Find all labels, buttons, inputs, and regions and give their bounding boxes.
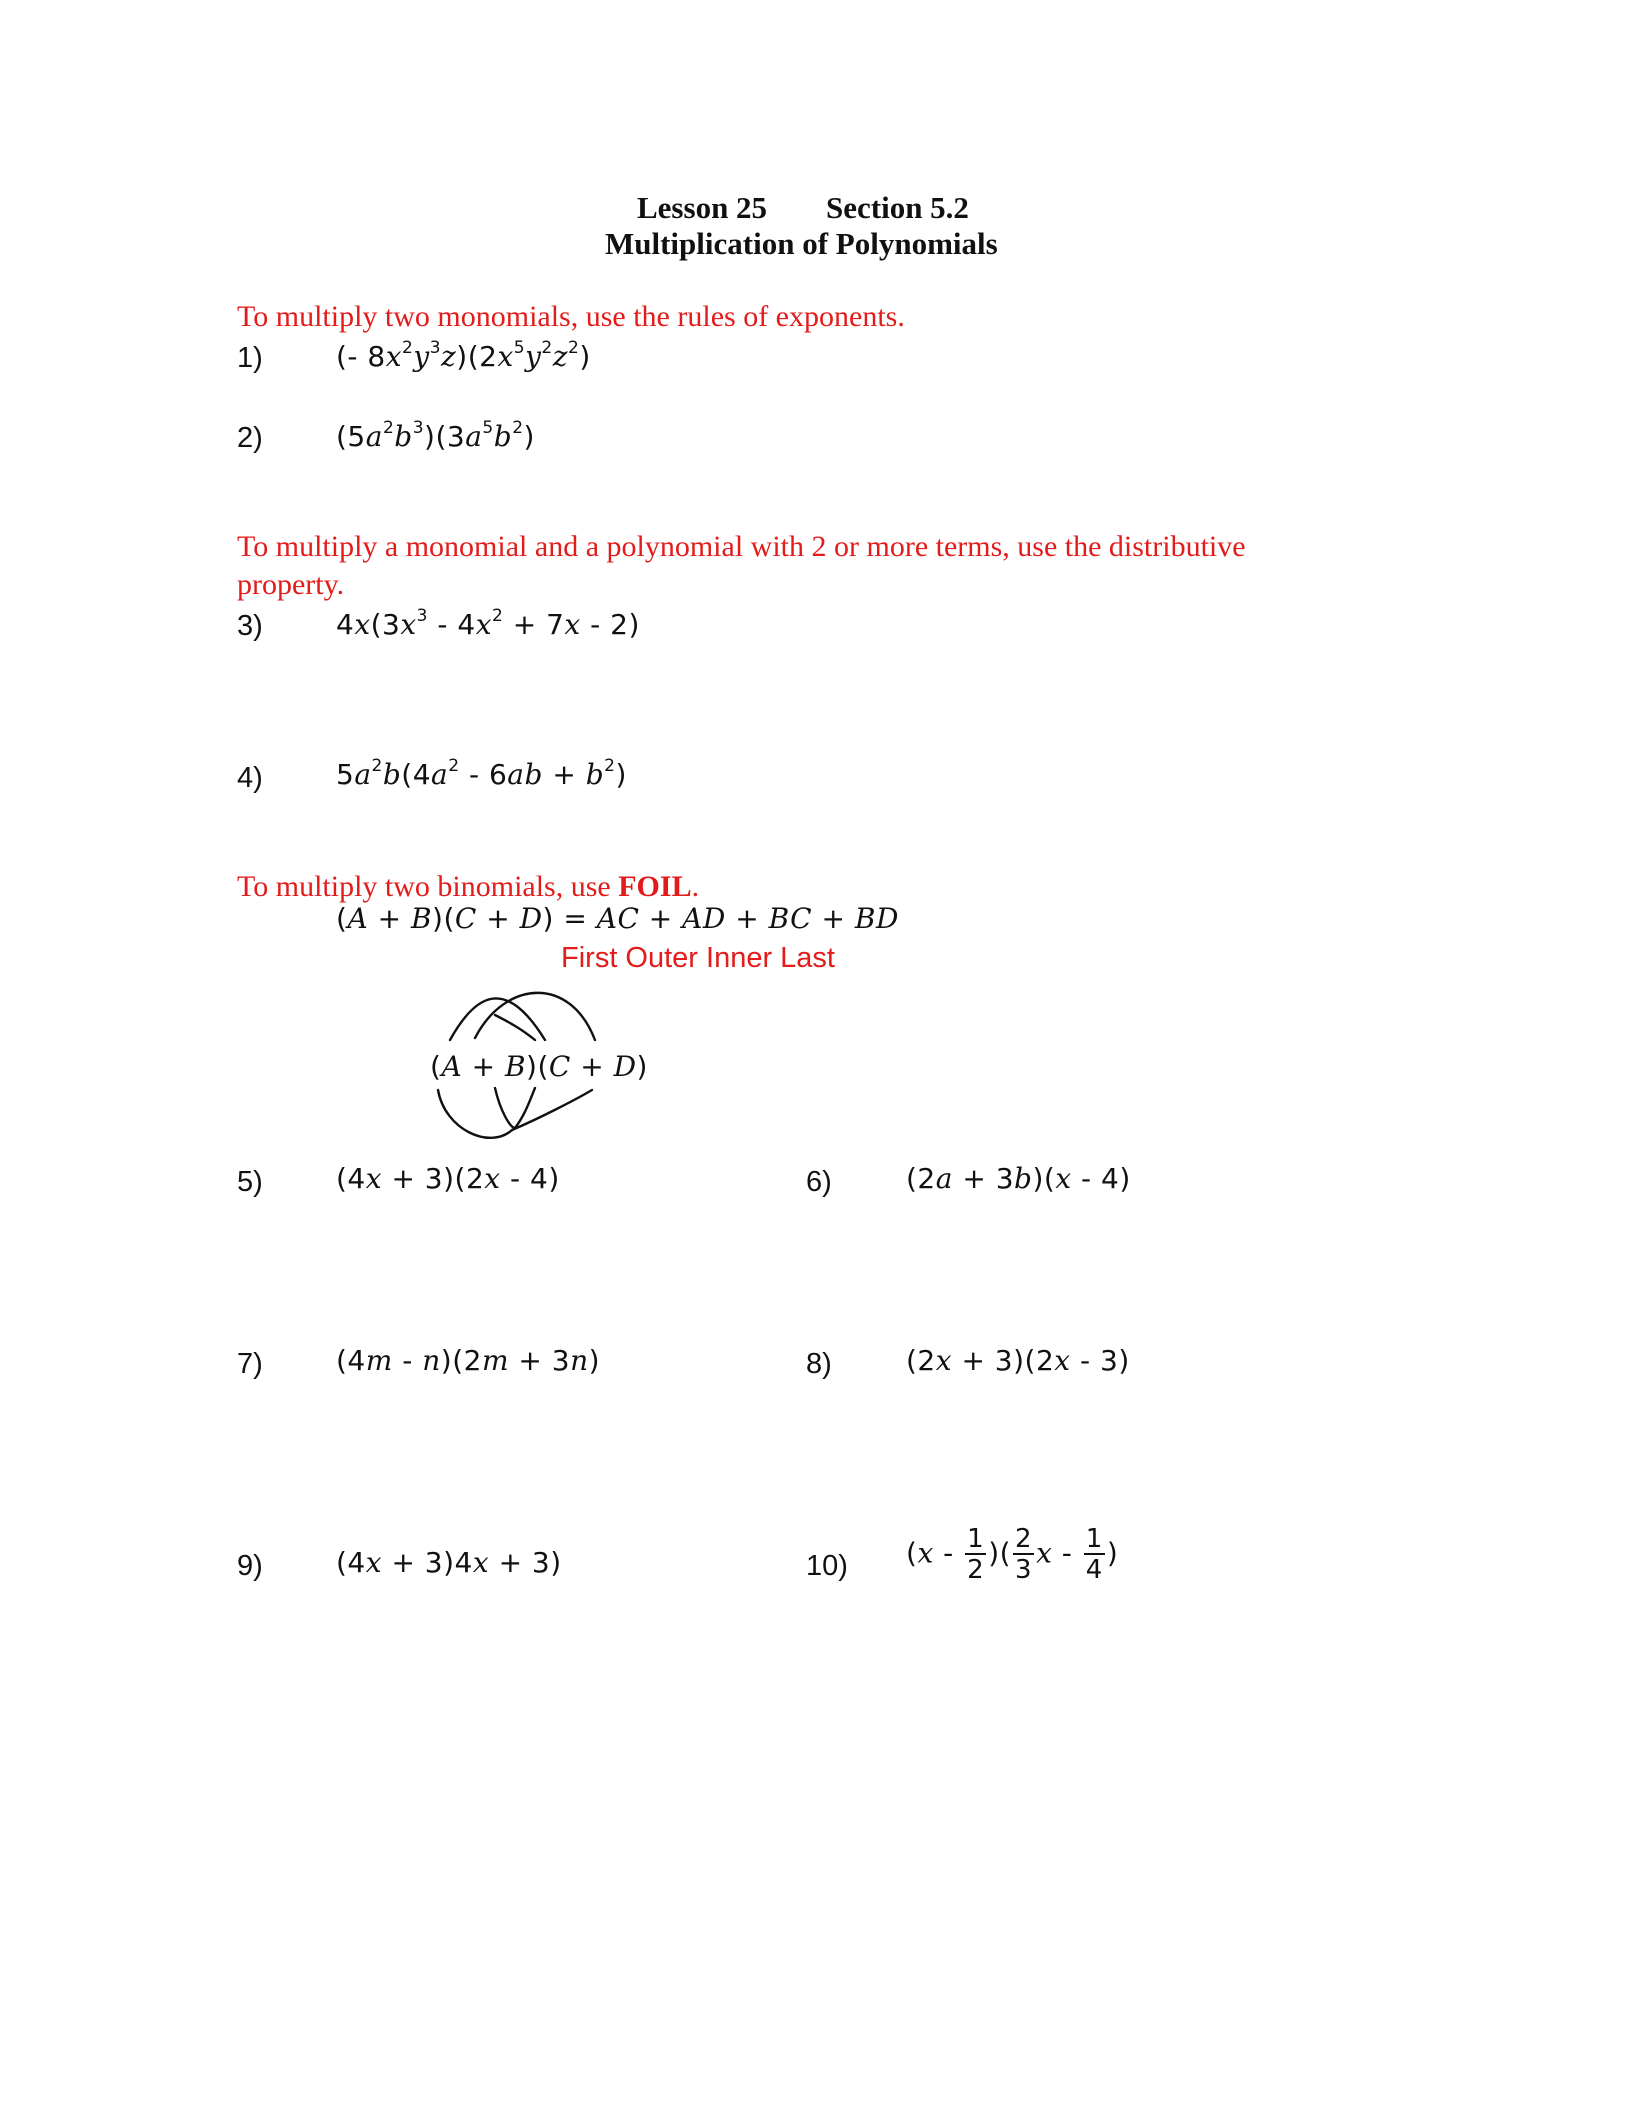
problem-4-expression: $5a^2b(4a^2 - 6ab + b^2)$: [336, 756, 627, 791]
problem-9-expression: (4x + 3)4x + 3): [336, 1546, 562, 1579]
problem-number-8: 8): [806, 1348, 832, 1380]
page-title: Multiplication of Polynomials: [605, 226, 998, 261]
problem-number-7: 7): [237, 1348, 263, 1380]
problem-number-5: 5): [237, 1166, 263, 1198]
fraction-one-fourth: $\frac{1}{4}$: [1085, 1524, 1103, 1585]
problem-number-9: 9): [237, 1550, 263, 1582]
inner-lower-arc-left: [495, 1088, 515, 1128]
problem-10-expression: (x - $\frac{1}{2}$ )( $\frac{2}{3}$ x - $\frac{1}{4}$ ): [906, 1524, 1119, 1585]
distributive-rule-line-1: To multiply a monomial and a polynomial with 2 or more terms, use the distributive: [237, 530, 1246, 563]
foil-diagram-expression: (A + B)(C + D): [430, 1050, 648, 1083]
outer-arc: [475, 993, 595, 1040]
monomials-rule: To multiply two monomials, use the rules of exponents.: [237, 300, 905, 333]
problem-1-expression: (- $8x^2y^3z)(2x^5y^2z^2)$: [336, 338, 591, 373]
foil-labels: First Outer Inner Last: [561, 942, 835, 974]
outer-lower-arc: [438, 1090, 512, 1138]
fraction-two-thirds: $\frac{2}{3}$: [1015, 1524, 1033, 1585]
fraction-one-half: $\frac{1}{2}$: [967, 1524, 985, 1585]
problem-number-4: 4): [237, 762, 263, 794]
problem-7-expression: (4m - n)(2m + 3n): [336, 1344, 601, 1377]
problem-number-1: 1): [237, 342, 263, 374]
section-label: Section 5.2: [826, 190, 969, 225]
foil-rule: To multiply two binomials, use FOIL.: [237, 870, 700, 903]
problem-8-expression: (2x + 3)(2x - 3): [906, 1344, 1130, 1377]
foil-formula: (A + B)(C + D) = AC + AD + BC + BD: [336, 902, 899, 935]
lesson-label: Lesson 25: [637, 190, 768, 225]
problem-6-expression: (2a + 3b)(x - 4): [906, 1162, 1131, 1195]
problem-number-3: 3): [237, 610, 263, 642]
first-arc: [450, 998, 545, 1040]
problem-number-2: 2): [237, 422, 263, 454]
problem-5-expression: (4x + 3)(2x - 4): [336, 1162, 560, 1195]
last-lower-arc: [512, 1090, 592, 1130]
distributive-rule-line-2: property.: [237, 568, 345, 601]
problem-3-expression: $4x(3x^3 - 4x^2 + 7x - 2)$: [336, 606, 640, 641]
problem-2-expression: $(5a^2b^3)(3a^5b^2)$: [336, 418, 535, 453]
problem-number-10: 10): [806, 1550, 848, 1582]
problem-number-6: 6): [806, 1166, 832, 1198]
